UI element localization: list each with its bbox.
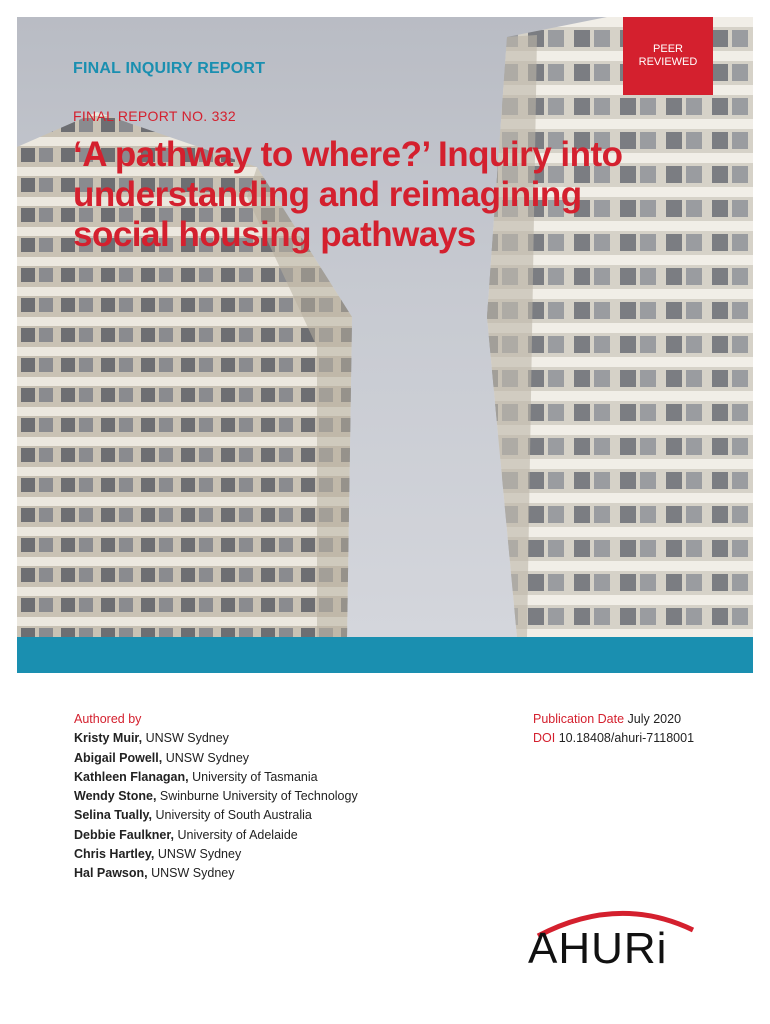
author-name: Abigail Powell, — [74, 750, 163, 765]
author-name: Wendy Stone, — [74, 789, 157, 804]
author-name: Kathleen Flanagan, — [74, 769, 189, 784]
author-name: Chris Hartley, — [74, 847, 155, 862]
publication-date-row — [533, 710, 753, 729]
author-row — [74, 826, 494, 845]
author-affiliation: UNSW Sydney — [151, 866, 235, 881]
author-affiliation: University of Adelaide — [177, 827, 298, 842]
doi-row — [533, 729, 753, 748]
badge-line-1: PEER — [653, 43, 683, 55]
author-row — [74, 749, 494, 768]
author-row — [74, 729, 494, 748]
author-name: Selina Tually, — [74, 808, 153, 823]
teal-band — [17, 637, 753, 673]
authors-block — [74, 710, 494, 884]
author-row — [74, 845, 494, 864]
author-affiliation: UNSW Sydney — [157, 847, 242, 862]
publication-date-label: Publication Date — [533, 712, 625, 726]
publication-info — [533, 710, 753, 749]
ahuri-logo — [528, 900, 708, 980]
author-affiliation: Swinburne University of Technology — [159, 789, 358, 804]
author-affiliation: University of South Australia — [155, 808, 312, 823]
author-row — [74, 806, 494, 825]
author-row — [74, 864, 494, 883]
logo-wordmark: AHURi — [528, 924, 668, 973]
author-name: Kristy Muir, — [74, 731, 143, 746]
author-row — [74, 787, 494, 806]
report-number: FINAL REPORT NO. 332 — [73, 108, 236, 124]
report-title: ‘A pathway to where?’ Inquiry into understanding and reimagining social housing pathways — [73, 135, 623, 254]
peer-reviewed-badge — [623, 17, 713, 95]
publication-date-value: July 2020 — [627, 712, 682, 726]
doi-label: DOI — [533, 731, 556, 746]
author-name: Hal Pawson, — [74, 866, 148, 881]
author-affiliation: UNSW Sydney — [165, 750, 250, 765]
author-row — [74, 768, 494, 787]
author-name: Debbie Faulkner, — [74, 827, 175, 842]
doi-value: 10.18408/ahuri-7118001 — [558, 731, 695, 746]
author-affiliation: UNSW Sydney — [145, 731, 229, 746]
authored-by-label: Authored by — [74, 712, 142, 726]
series-label: FINAL INQUIRY REPORT — [73, 60, 266, 77]
author-affiliation: University of Tasmania — [192, 769, 318, 784]
badge-line-2: REVIEWED — [638, 56, 698, 68]
